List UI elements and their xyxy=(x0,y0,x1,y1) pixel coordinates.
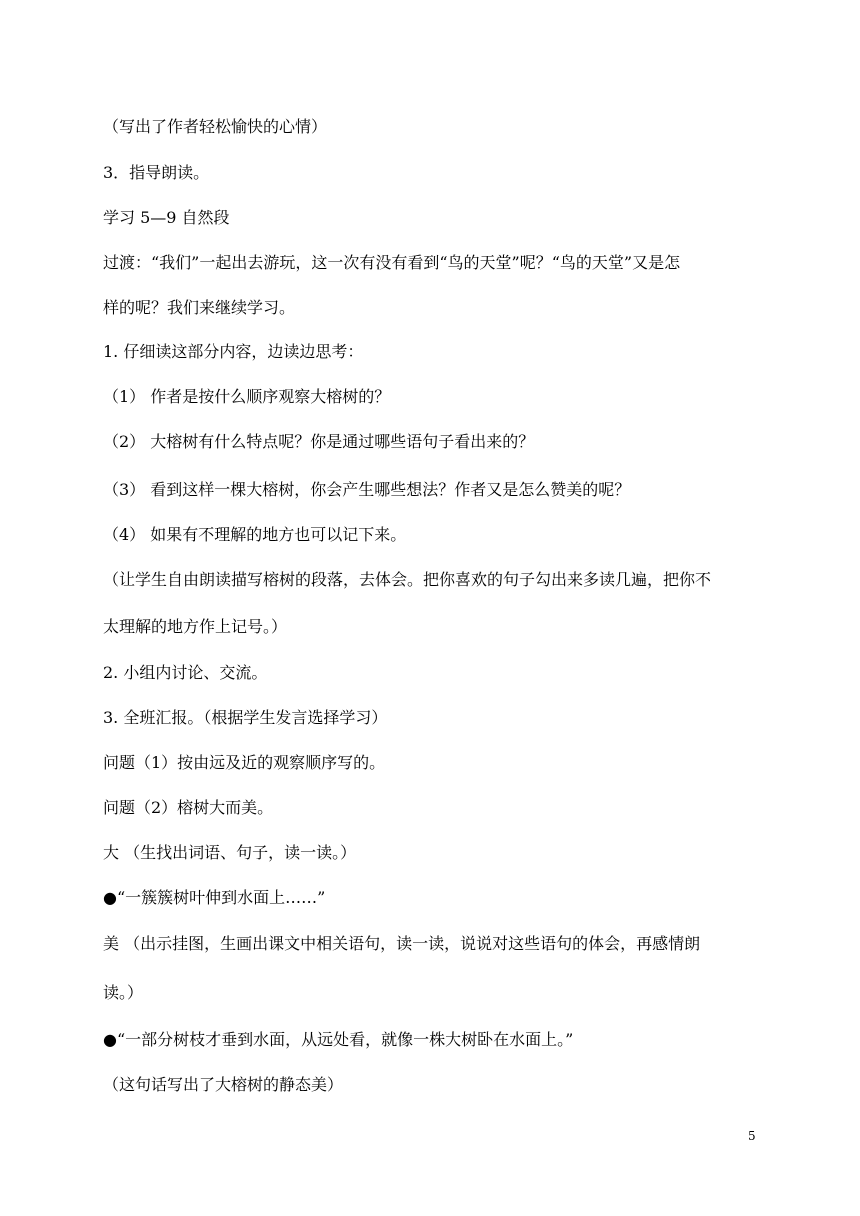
text-line: 大 （生找出词语、句子，读一读。） xyxy=(103,843,357,862)
text-line: 1. 仔细读这部分内容，边读边思考： xyxy=(103,342,364,361)
text-line: ●“一部分树枝才垂到水面，从远处看，就像一株大树卧在水面上。” xyxy=(103,1030,574,1049)
text-line: 学习 5—9 自然段 xyxy=(103,208,230,227)
text-line: 问题（1）按由远及近的观察顺序写的。 xyxy=(103,753,386,772)
text-line: 3. 全班汇报。（根据学生发言选择学习） xyxy=(103,708,388,727)
text-line: 太理解的地方作上记号。） xyxy=(103,617,288,636)
text-line: （4） 如果有不理解的地方也可以记下来。 xyxy=(103,525,407,544)
text-line: 过渡：“我们”一起出去游玩，这一次有没有看到“鸟的天堂”呢？“鸟的天堂”又是怎 xyxy=(103,253,681,272)
text-line: ●“一簇簇树叶伸到水面上……” xyxy=(103,888,326,907)
text-line: 3．指导朗读。 xyxy=(103,163,210,182)
text-line: 美 （出示挂图，生画出课文中相关语句，读一读，说说对这些语句的体会，再感情朗 xyxy=(103,934,701,953)
text-line: （这句话写出了大榕树的静态美） xyxy=(103,1075,344,1094)
text-line: （让学生自由朗读描写榕树的段落，去体会。把你喜欢的句子勾出来多读几遍，把你不 xyxy=(103,570,712,589)
page-number: 5 xyxy=(748,1129,756,1143)
text-line: （写出了作者轻松愉快的心情） xyxy=(103,117,328,136)
text-line: （1） 作者是按什么顺序观察大榕树的？ xyxy=(103,387,391,406)
text-line: 样的呢？我们来继续学习。 xyxy=(103,298,296,317)
text-line: 读。） xyxy=(103,983,144,1002)
text-line: （3） 看到这样一棵大榕树，你会产生哪些想法？作者又是怎么赞美的呢？ xyxy=(103,480,631,499)
text-line: （2） 大榕树有什么特点呢？你是通过哪些语句子看出来的？ xyxy=(103,432,535,451)
text-line: 2. 小组内讨论、交流。 xyxy=(103,663,268,682)
text-line: 问题（2）榕树大而美。 xyxy=(103,798,274,817)
